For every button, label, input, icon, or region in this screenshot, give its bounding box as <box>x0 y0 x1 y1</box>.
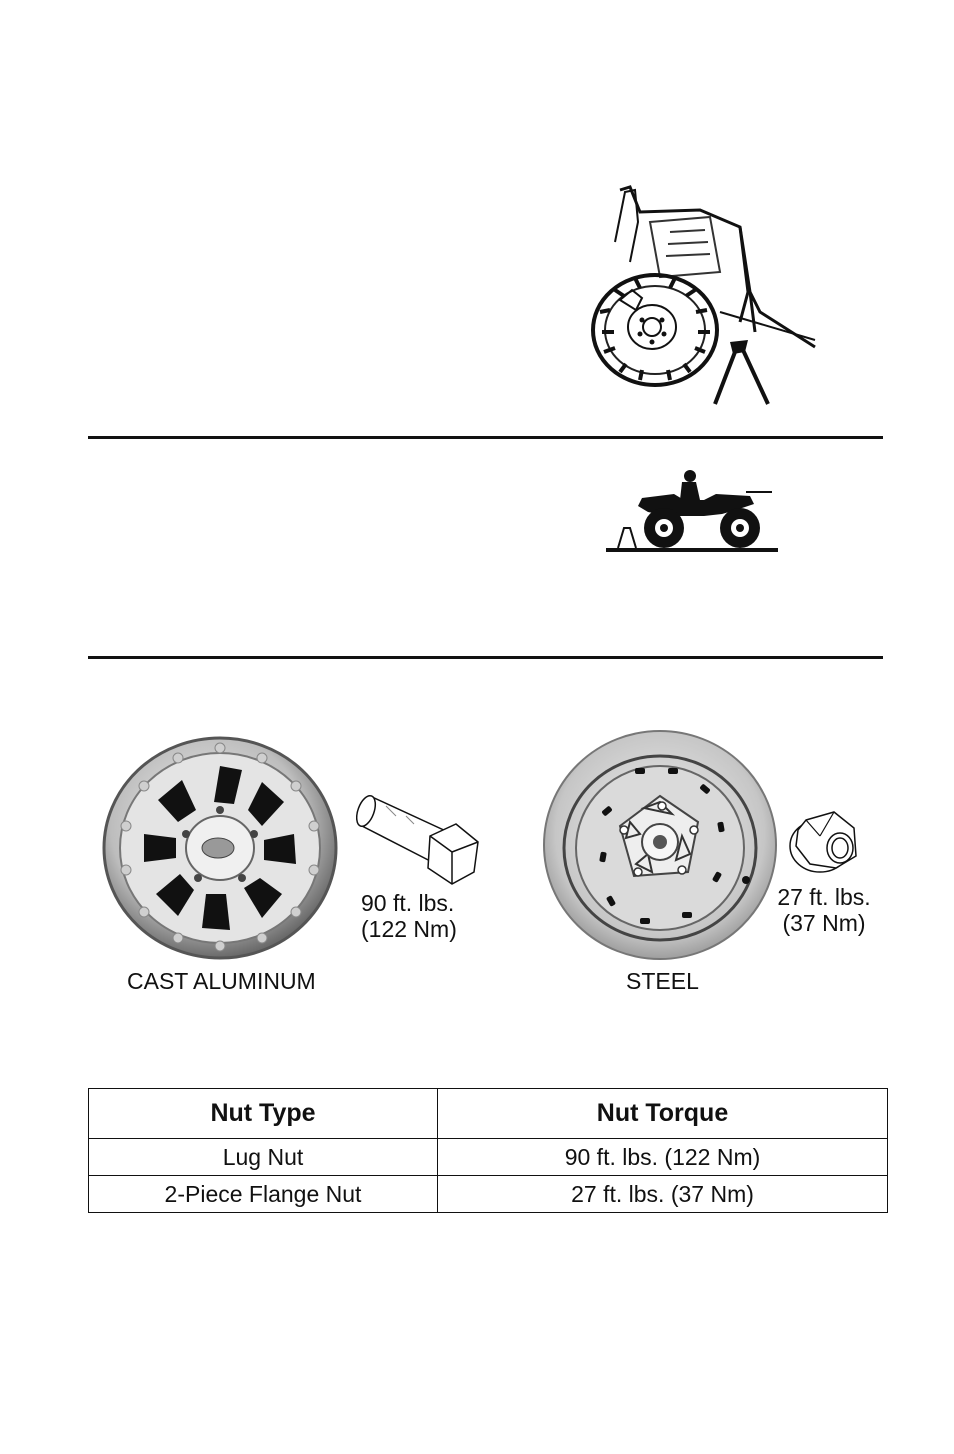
cell-nut-type: 2-Piece Flange Nut <box>89 1176 438 1213</box>
steel-torque-line1: 27 ft. lbs. <box>777 884 871 910</box>
lug-nut-illustration <box>356 786 484 886</box>
table-row <box>89 1139 888 1176</box>
steel-caption: STEEL <box>626 968 699 994</box>
header-nut-type: Nut Type <box>89 1089 438 1139</box>
cast-aluminum-torque-line1: 90 ft. lbs. <box>361 890 455 916</box>
cell-nut-torque: 27 ft. lbs. (37 Nm) <box>438 1176 888 1213</box>
table-header-row <box>89 1089 888 1139</box>
cell-nut-torque: 90 ft. lbs. (122 Nm) <box>438 1139 888 1176</box>
atv-wheel-chock-illustration <box>604 466 780 556</box>
cast-aluminum-torque-line2: (122 Nm) <box>361 916 457 942</box>
section-divider-1 <box>88 436 883 439</box>
cell-nut-type: Lug Nut <box>89 1139 438 1176</box>
steel-torque-label <box>772 884 876 936</box>
table-row <box>89 1176 888 1213</box>
nut-torque-table <box>88 1088 888 1213</box>
steel-torque-line2: (37 Nm) <box>782 910 866 936</box>
cast-aluminum-caption: CAST ALUMINUM <box>127 968 316 994</box>
cast-aluminum-wheel-illustration <box>102 730 342 960</box>
flange-nut-illustration <box>786 806 862 876</box>
header-nut-torque: Nut Torque <box>438 1089 888 1139</box>
cast-aluminum-torque-label <box>361 890 457 942</box>
atv-wheel-on-jack-stand-illustration <box>580 182 820 410</box>
steel-wheel-illustration <box>540 726 780 964</box>
section-divider-2 <box>88 656 883 659</box>
